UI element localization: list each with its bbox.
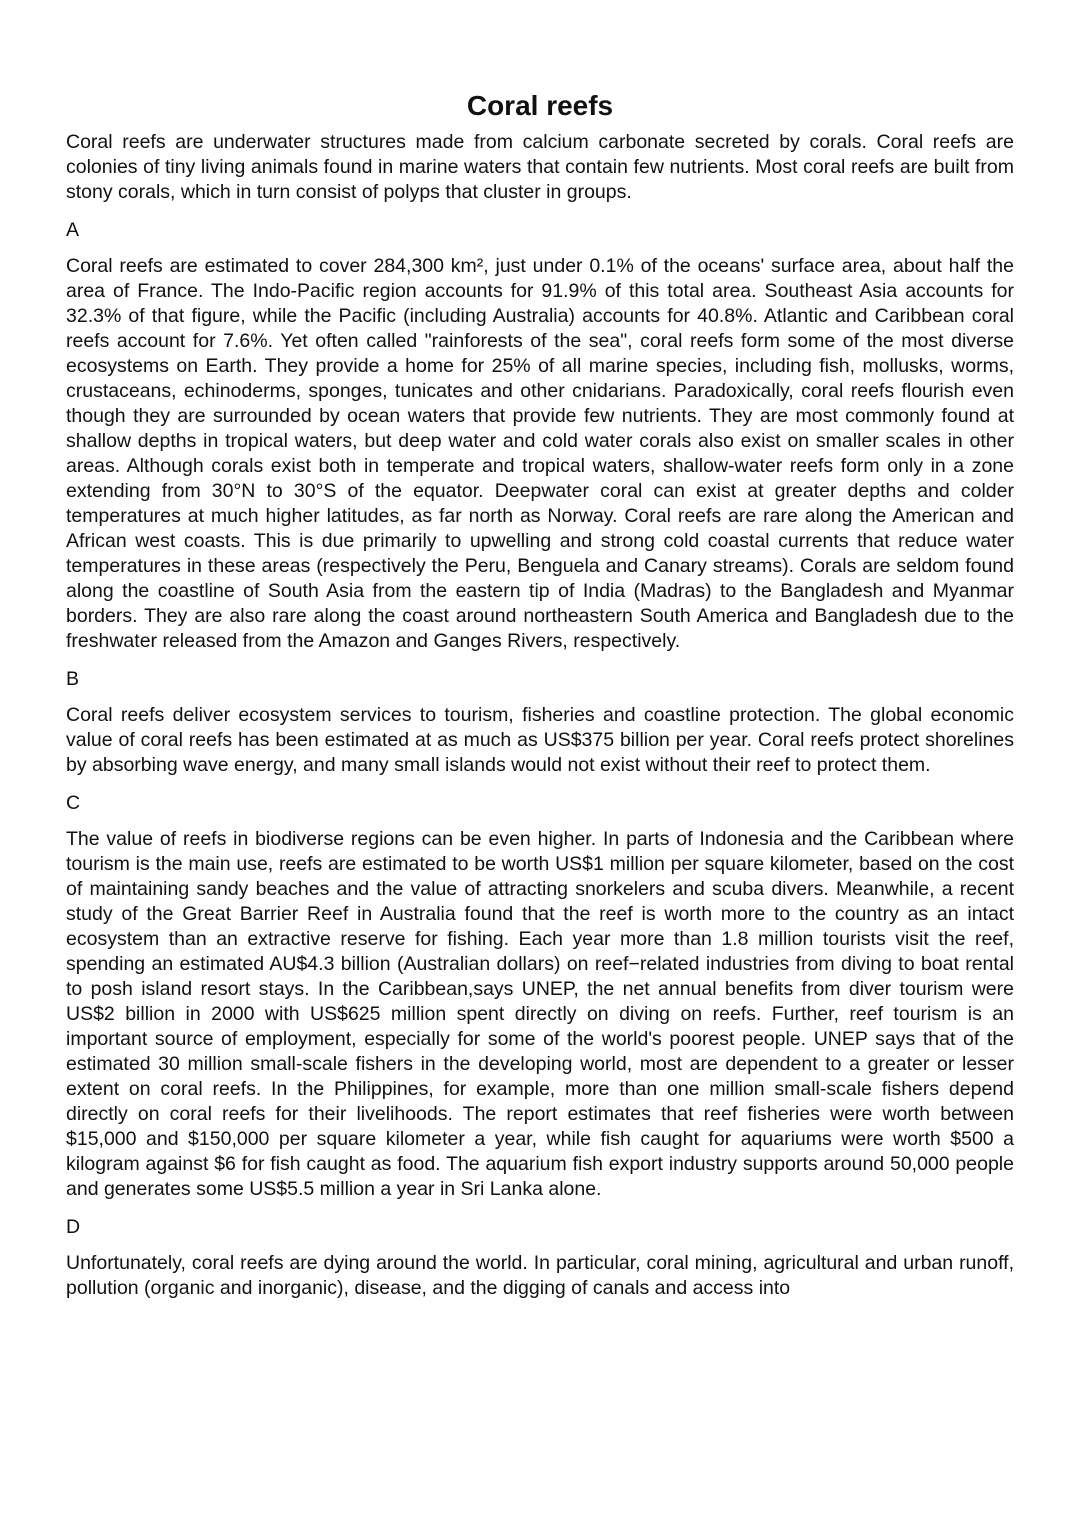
section-paragraph-c: The value of reefs in biodiverse regions can be even higher. In parts of Indonesia and the Caribbean where tourism is the main use, reefs are estimated to be worth US$1 million per square kilometer, based on the cost of maintaining sandy beaches and the value of attracting snorkelers and scuba divers. Meanwhile, a recent study of the Great Barrier Reef in Australia found that the reef is worth more to the country as an intact ecosystem than an extractive reserve for fishing. Each year more than 1.8 million tourists visit the reef, spending an estimated AU$4.3 billion (Australian dollars) on reef−related industries from diving to boat rental to posh island resort stays. In the Caribbean,says UNEP, the net annual benefits from diver tourism were US$2 billion in 2000 with US$625 million spent directly on diving on reefs. Further, reef tourism is an important source of employment, especially for some of the world's poorest people. UNEP says that of the estimated 30 million small-scale fishers in the developing world, most are dependent to a greater or lesser extent on coral reefs. In the Philippines, for example, more than one million small-scale fishers depend directly on coral reefs for their livelihoods. The report estimates that reef fisheries were worth between $15,000 and $150,000 per square kilometer a year, while fish caught for aquariums were worth $500 a kilogram against $6 for fish caught as food. The aquarium fish export industry supports around 50,000 people and generates some US$5.5 million a year in Sri Lanka alone. [66,828,1014,1200]
section-paragraph-d: Unfortunately, coral reefs are dying around the world. In particular, coral mining, agricultural and urban runoff, pollution (organic and inorganic), disease, and the digging of canals and access into [66,1252,1014,1299]
page-title: Coral reefs [466,90,614,121]
section-letter-d: D [66,1216,81,1238]
section-letter-b: B [66,668,80,690]
section-paragraph-a: Coral reefs are estimated to cover 284,300 km², just under 0.1% of the oceans' surface area, about half the area of France. The Indo-Pacific region accounts for 91.9% of this total area. Southeast Asia accounts for 32.3% of that figure, while the Pacific (including Australia) accounts for 40.8%. Atlantic and Caribbean coral reefs account for 7.6%. Yet often called "rainforests of the sea", coral reefs form some of the most diverse ecosystems on Earth. They provide a home for 25% of all marine species, including fish, mollusks, worms, crustaceans, echinoderms, sponges, tunicates and other cnidarians. Paradoxically, coral reefs flourish even though they are surrounded by ocean waters that provide few nutrients. They are most commonly found at shallow depths in tropical waters, but deep water and cold water corals also exist on smaller scales in other areas. Although corals exist both in temperate and tropical waters, shallow-water reefs form only in a zone extending from 30°N to 30°S of the equator. Deepwater coral can exist at greater depths and colder temperatures at much higher latitudes, as far north as Norway. Coral reefs are rare along the American and African west coasts. This is due primarily to upwelling and strong cold coastal currents that reduce water temperatures in these areas (respectively the Peru, Benguela and Canary streams). Corals are seldom found along the coastline of South Asia from the eastern tip of India (Madras) to the Bangladesh and Myanmar borders. They are also rare along the coast around northeastern South America and Bangladesh due to the freshwater released from the Amazon and Ganges Rivers, respectively. [66,255,1014,652]
section-paragraph-b: Coral reefs deliver ecosystem services to tourism, fisheries and coastline protection. The global economic value of coral reefs has been estimated at as much as US$375 billion per year. Coral reefs protect shorelines by absorbing wave energy, and many small islands would not exist without their reef to protect them. [66,704,1014,776]
intro-paragraph: Coral reefs are underwater structures made from calcium carbonate secreted by corals. Coral reefs are colonies of tiny living animals found in marine waters that contain few nutrients. Most coral reefs are built from stony corals, which in turn consist of polyps that cluster in groups. [66,131,1014,203]
section-letter-a: A [66,219,80,241]
section-letter-c: C [66,792,81,814]
